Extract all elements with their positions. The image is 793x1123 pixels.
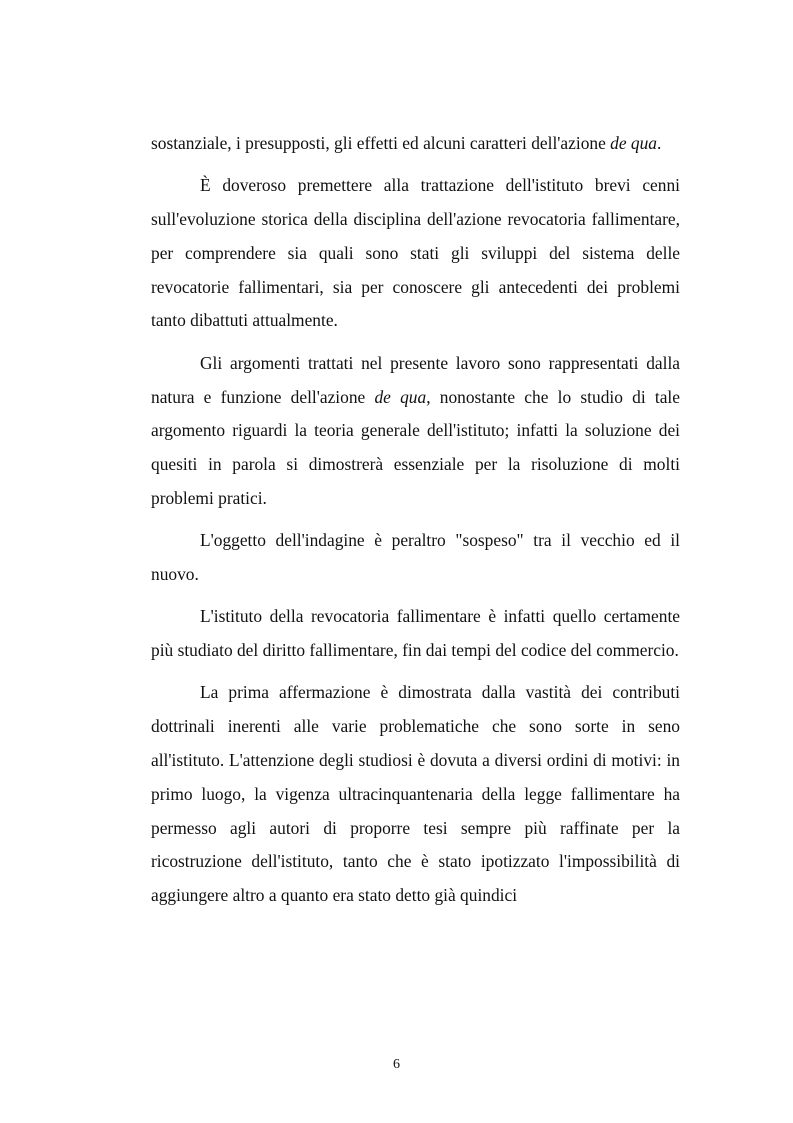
- page-body: [151, 127, 680, 913]
- paragraph-3: [151, 347, 680, 516]
- paragraph-1: [151, 127, 680, 161]
- italic-term: de qua: [610, 133, 658, 153]
- italic-term: de qua: [374, 386, 427, 407]
- text-run: La prima affermazione è dimostrata dalla vastità dei contributi dottrinali inerenti alle varie problematiche che sono sorte in seno all'istituto. L'attenzione degli studiosi è dovuta a diversi ordini di motivi: in primo luogo, la vigenza ultracinquantenaria della legge fallimentare ha permesso agli autori di proporre tesi sempre più raffinate per la ricostruzione dell'istituto, tanto che è stato ipotizzato l'impossibilità di aggiungere altro a quanto era stato detto già quindici: [151, 682, 680, 906]
- text-run: È doveroso premettere alla trattazione dell'istituto brevi cenni sull'evoluzione storica della disciplina dell'azione revocatoria fallimentare, per comprendere sia quali sono stati gli sviluppi del sistema delle revocatorie fallimentari, sia per conoscere gli antecedenti dei problemi tanto dibattuti attualmente.: [151, 175, 680, 331]
- text-run: .: [657, 133, 662, 153]
- paragraph-6: [151, 676, 680, 913]
- text-run: sostanziale, i presupposti, gli effetti ed alcuni caratteri dell'azione: [151, 133, 611, 153]
- paragraph-4: [151, 524, 680, 592]
- text-run: L'istituto della revocatoria fallimentare è infatti quello certamente più studiato del diritto fallimentare, fin dai tempi del codice del commercio.: [151, 606, 680, 661]
- text-run: Gli argomenti trattati nel presente lavoro sono rappresentati dalla natura e funzione dell'azione: [151, 352, 680, 407]
- text-run: , nonostante che lo studio di tale argomento riguardi la teoria generale dell'istituto; infatti la soluzione dei quesiti in parola si dimostrerà essenziale per la risoluzione di molti problemi pratici.: [151, 386, 680, 508]
- text-run: L'oggetto dell'indagine è peraltro "sospeso" tra il vecchio ed il nuovo.: [151, 530, 680, 585]
- paragraph-5: [151, 600, 680, 668]
- page-number: 6: [393, 1057, 400, 1072]
- paragraph-2: [151, 169, 680, 338]
